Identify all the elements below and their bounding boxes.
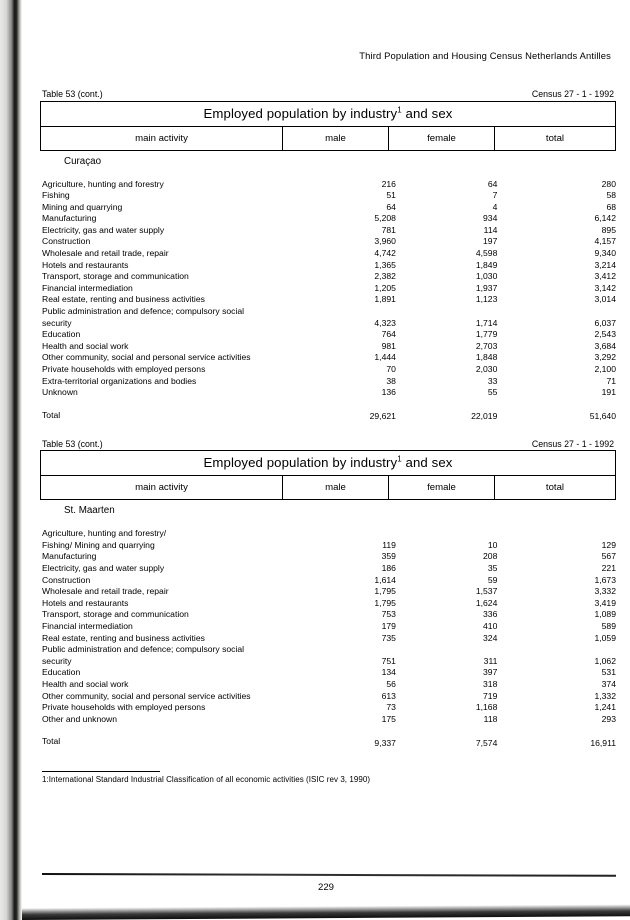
row-value-total: 2,543 [594, 329, 616, 340]
row-label: Transport, storage and communication [42, 271, 189, 282]
row-value-male: 781 [381, 224, 396, 235]
total-row-label: Total [42, 409, 61, 420]
row-value-male: 764 [381, 329, 396, 340]
table-row [40, 621, 616, 633]
table-title-footnote-marker: 1 [397, 454, 402, 464]
table-row [40, 306, 616, 329]
table-caption-right: Census 27 - 1 - 1992 [531, 438, 614, 449]
table-title-tail: and sex [401, 455, 453, 471]
row-label-line-2: security [42, 317, 72, 328]
row-value-total: 4,157 [594, 236, 616, 247]
table-title-text: Employed population by industry [203, 105, 398, 121]
row-value-female: 318 [483, 679, 498, 689]
row-value-total: 1,241 [594, 702, 616, 713]
row-value-female: 35 [487, 563, 498, 574]
row-value-male: 136 [381, 387, 396, 398]
table-row [40, 667, 616, 679]
table-row [40, 528, 616, 551]
row-label: Fishing [42, 190, 70, 201]
row-value-total: 6,037 [594, 317, 616, 328]
row-value-male: 175 [381, 713, 396, 724]
row-value-female: 1,849 [475, 259, 498, 270]
table-row [40, 575, 616, 587]
table-header-frame [40, 450, 616, 500]
table-title-text: Employed population by industry [203, 455, 398, 471]
table-row [40, 179, 616, 191]
row-value-female: 1,123 [475, 294, 498, 305]
row-label: Wholesale and retail trade, repair [42, 248, 169, 259]
row-label: Unknown [42, 387, 78, 398]
total-row-label: Total [42, 736, 61, 747]
total-value-total: 51,640 [589, 411, 616, 422]
row-label: Electricity, gas and water supply [42, 563, 165, 574]
row-label: Real estate, renting and business activities [42, 632, 205, 643]
data-table-body [40, 528, 616, 749]
row-value-male: 3,960 [374, 236, 396, 247]
row-value-male: 51 [386, 190, 396, 201]
column-header-male: male [283, 127, 389, 150]
row-value-total: 6,142 [594, 213, 616, 224]
row-value-total: 3,412 [594, 271, 616, 282]
total-row [40, 410, 616, 423]
row-label: Construction [42, 236, 91, 247]
column-header-male: male [283, 476, 389, 499]
row-value-male: 1,891 [374, 294, 396, 305]
row-value-female: 2,703 [475, 340, 498, 351]
row-value-male: 751 [381, 655, 396, 666]
row-value-total: 2,100 [594, 364, 616, 374]
table-row [40, 586, 616, 598]
table-row [40, 633, 616, 645]
row-label: Manufacturing [42, 213, 97, 224]
total-row [40, 736, 616, 749]
column-header-female: female [389, 127, 495, 150]
row-value-male: 753 [381, 609, 396, 620]
row-value-total: 3,292 [594, 352, 616, 363]
row-label: Real estate, renting and business activities [42, 294, 205, 305]
row-value-male: 56 [386, 679, 396, 689]
row-value-female: 1,779 [475, 329, 498, 340]
row-value-female: 55 [487, 387, 498, 398]
row-value-male: 216 [381, 178, 396, 189]
row-value-total: 3,419 [594, 597, 616, 608]
row-value-female: 934 [483, 213, 498, 224]
row-value-total: 280 [601, 178, 616, 189]
row-value-total: 895 [601, 224, 616, 235]
row-value-male: 1,365 [374, 259, 396, 270]
row-label: Hotels and restaurants [42, 597, 129, 608]
row-value-female: 1,714 [475, 317, 498, 328]
row-spacer [40, 399, 616, 410]
table-row [40, 329, 616, 341]
column-header-row [41, 127, 615, 150]
row-value-total: 191 [601, 387, 616, 398]
row-spacer [40, 725, 616, 736]
row-value-male: 4,742 [374, 248, 396, 259]
island-label-st-maarten: St. Maarten [64, 505, 115, 517]
row-label: Transport, storage and communication [42, 609, 189, 620]
row-value-total: 3,684 [594, 340, 616, 351]
table-caption-left: Table 53 (cont.) [42, 438, 103, 449]
row-value-total: 531 [601, 667, 616, 678]
row-value-female: 118 [483, 713, 498, 724]
table-row [40, 691, 616, 703]
row-value-male: 186 [381, 563, 396, 574]
row-value-total: 3,332 [594, 586, 616, 597]
table-row [40, 387, 616, 399]
data-table-body [40, 179, 616, 423]
row-value-female: 2,030 [475, 364, 498, 374]
table-row [40, 271, 616, 283]
row-label: Manufacturing [42, 551, 97, 562]
row-value-female: 336 [483, 609, 498, 620]
table-row [40, 364, 616, 376]
row-label: Public administration and defence; compulsory social security [40, 306, 306, 329]
row-value-female: 59 [487, 574, 498, 585]
table-row [40, 644, 616, 667]
row-label: Health and social work [42, 340, 129, 351]
row-label: Hotels and restaurants [42, 259, 129, 270]
row-value-female: 4 [492, 201, 498, 212]
row-value-male: 613 [381, 690, 396, 701]
table-caption-row [40, 439, 616, 451]
row-value-female: 397 [483, 667, 498, 678]
page-number: 229 [317, 882, 334, 893]
data-table-curacao [40, 179, 616, 423]
row-value-male: 359 [381, 551, 396, 562]
total-value-male: 9,337 [374, 737, 396, 748]
row-value-total: 567 [601, 551, 616, 562]
row-value-female: 114 [483, 224, 498, 235]
table-caption-right: Census 27 - 1 - 1992 [531, 89, 614, 99]
table-row [40, 213, 616, 225]
row-label: Education [42, 667, 81, 678]
row-value-female: 7 [492, 190, 498, 201]
row-value-male: 38 [386, 375, 396, 386]
column-header-female: female [389, 476, 495, 499]
row-value-female: 1,030 [475, 271, 498, 282]
row-value-male: 179 [381, 621, 396, 632]
row-value-male: 2,382 [374, 271, 396, 282]
row-value-total: 3,014 [594, 294, 616, 305]
row-value-female: 33 [487, 375, 498, 386]
table-row [40, 563, 616, 575]
row-value-female: 311 [483, 655, 498, 666]
row-value-total: 68 [606, 201, 616, 212]
row-value-total: 1,089 [594, 609, 616, 620]
table-caption-row [40, 89, 616, 101]
table-row [40, 702, 616, 714]
column-header-row [41, 476, 615, 499]
row-value-total: 1,332 [594, 690, 616, 701]
table-block-curacao [40, 89, 616, 423]
row-label-line-2: Fishing/ Mining and quarrying [42, 539, 155, 550]
row-label: Other and unknown [42, 713, 118, 724]
row-label: Private households with employed persons [42, 364, 206, 374]
total-value-male: 29,621 [369, 411, 396, 422]
row-label: Financial intermediation [42, 282, 133, 293]
row-label: Agriculture, hunting and forestry/ Fishing/ Mining and quarrying [40, 528, 306, 551]
total-value-female: 7,574 [475, 737, 498, 748]
row-value-female: 719 [483, 690, 498, 701]
row-label: Public administration and defence; compulsory social security [40, 644, 306, 667]
table-row [40, 598, 616, 610]
total-value-female: 22,019 [471, 411, 498, 422]
row-label: Agriculture, hunting and forestry [42, 178, 164, 189]
table-title [41, 451, 615, 476]
row-value-female: 324 [483, 632, 498, 643]
row-value-male: 1,444 [374, 352, 396, 363]
scan-gutter-shadow [0, 0, 22, 920]
column-header-activity: main activity [41, 476, 283, 499]
table-caption-left: Table 53 (cont.) [42, 89, 103, 99]
row-value-male: 1,205 [374, 282, 396, 293]
running-head: Third Population and Housing Census Netherlands Antilles [359, 50, 611, 61]
table-row [40, 202, 616, 214]
row-label: Education [42, 329, 81, 340]
data-table-st-maarten [40, 528, 616, 749]
row-value-total: 221 [601, 563, 616, 574]
row-value-male: 735 [381, 632, 396, 643]
row-value-total: 58 [606, 190, 616, 201]
row-label: Mining and quarrying [42, 201, 123, 212]
row-value-female: 1,168 [475, 702, 498, 713]
table-row [40, 190, 616, 202]
table-row [40, 248, 616, 260]
column-header-total: total [545, 132, 565, 144]
table-row [40, 294, 616, 306]
table-row [40, 341, 616, 353]
row-value-female: 1,537 [475, 586, 498, 597]
row-value-female: 4,598 [475, 248, 498, 259]
row-value-total: 1,062 [594, 655, 616, 666]
row-value-total: 3,142 [594, 282, 616, 293]
row-value-total: 71 [606, 375, 616, 386]
page-sheet [22, 0, 630, 920]
row-value-female: 10 [487, 539, 498, 550]
table-title-tail: and sex [401, 105, 453, 121]
footnote-text: 1:International Standard Industrial Classification of all economic activities (ISIC rev 3, 1990) [42, 774, 371, 784]
table-header-frame [40, 101, 616, 151]
row-label: Private households with employed persons [42, 702, 206, 713]
total-value-total: 16,911 [590, 737, 616, 748]
row-value-total: 1,673 [594, 574, 616, 585]
row-value-male: 73 [386, 702, 396, 713]
table-title-footnote-marker: 1 [397, 105, 402, 115]
column-header-total: total [545, 482, 565, 494]
row-label-line-2: security [42, 655, 72, 666]
row-value-male: 134 [381, 667, 396, 678]
row-label: Construction [42, 574, 91, 585]
row-value-female: 64 [487, 178, 498, 189]
table-row [40, 225, 616, 237]
row-value-female: 1,624 [475, 597, 498, 608]
table-row [40, 551, 616, 563]
table-row [40, 714, 616, 726]
row-label: Health and social work [42, 679, 129, 689]
row-label: Other community, social and personal service activities [42, 690, 251, 701]
row-value-total: 293 [601, 713, 616, 724]
row-value-female: 1,848 [475, 352, 498, 363]
row-label: Other community, social and personal service activities [42, 352, 251, 363]
table-title [41, 102, 615, 127]
island-label-curacao: Curaçao [64, 155, 102, 167]
row-label: Financial intermediation [42, 621, 133, 632]
row-value-male: 64 [386, 201, 396, 212]
table-row [40, 352, 616, 364]
table-row [40, 679, 616, 691]
row-value-female: 1,937 [475, 282, 498, 293]
table-row [40, 376, 616, 388]
row-value-male: 4,323 [374, 317, 396, 328]
row-value-male: 981 [381, 340, 396, 351]
row-value-male: 1,795 [374, 586, 396, 597]
row-value-female: 410 [483, 621, 498, 632]
row-value-total: 9,340 [594, 248, 616, 259]
row-value-total: 1,059 [594, 632, 616, 643]
row-label: Extra-territorial organizations and bodies [42, 375, 197, 386]
row-value-total: 589 [601, 621, 616, 632]
table-block-st-maarten [40, 439, 616, 750]
row-value-total: 374 [601, 679, 616, 689]
row-value-male: 119 [382, 539, 396, 550]
row-label: Electricity, gas and water supply [42, 224, 165, 235]
row-value-male: 5,208 [374, 213, 396, 224]
table-row [40, 260, 616, 272]
row-value-female: 197 [483, 236, 498, 247]
page-content [22, 0, 630, 784]
table-row [40, 236, 616, 248]
footnote-block [40, 771, 616, 784]
column-header-activity: main activity [41, 127, 283, 150]
row-value-female: 208 [483, 551, 498, 562]
row-value-total: 129 [601, 539, 616, 550]
table-row [40, 283, 616, 295]
footer-rule [42, 873, 616, 877]
row-label: Wholesale and retail trade, repair [42, 586, 169, 597]
row-value-male: 1,614 [374, 574, 396, 585]
row-value-total: 3,214 [594, 259, 616, 270]
row-value-male: 1,795 [374, 597, 396, 608]
table-row [40, 609, 616, 621]
row-value-male: 70 [386, 364, 396, 374]
